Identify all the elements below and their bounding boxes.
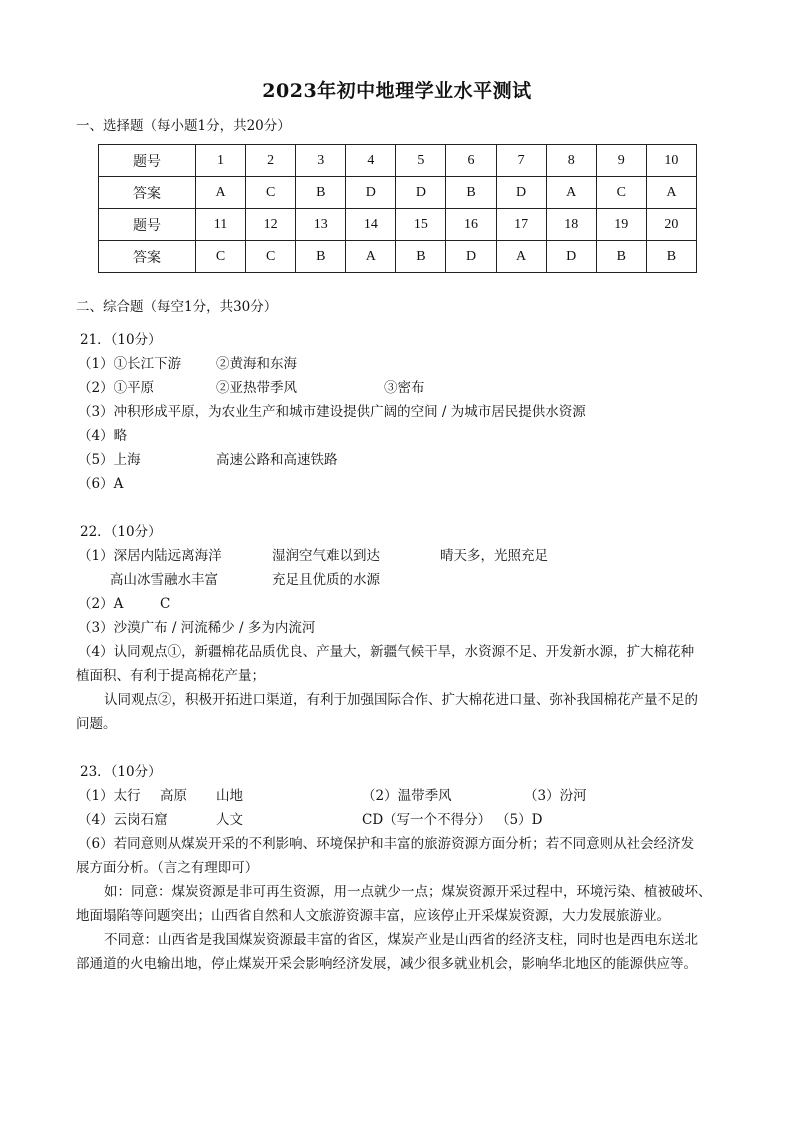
answer-table-cell: 17 [496,209,546,241]
q22-heading: 22．（10分） [80,524,162,540]
answer-table-cell: 16 [446,209,496,241]
q22-answer-3: （3）沙漠广布 / 河流稀少 / 多为内流河 [78,620,316,636]
answer-table-cell: 4 [346,145,396,177]
answer-table-cell: 5 [396,145,446,177]
answer-table-row-label: 答案 [99,241,196,273]
answer-table-cell: A [546,177,596,209]
q21-heading: 21．（10分） [80,332,162,348]
answer-table-cell: D [546,241,596,273]
q21-answer-5a: （5）上海 [78,452,141,468]
answer-table-cell: 14 [346,209,396,241]
answer-table-cell: 19 [596,209,646,241]
answer-table-cell: D [496,177,546,209]
answer-table-cell: B [646,241,696,273]
q23-answer-4b: 地面塌陷等问题突出；山西省自然和人文旅游资源丰富，应该停止开采煤炭资源，大力发展旅游业。 [76,908,670,924]
q22-answer-2b: C [160,596,171,612]
q23-answer-1a: （1）太行 [78,788,141,804]
q23-answer-1c: 山地 [216,788,243,804]
answer-table-cell: 3 [296,145,346,177]
q23-answer-2c: CD（写一个不得分） [362,812,492,828]
q21-answer-2c: ③密布 [384,380,425,396]
answer-table-cell: 10 [646,145,696,177]
answer-table-cell: 18 [546,209,596,241]
answer-table-cell: 2 [246,145,296,177]
q22-answer-4a: （4）认同观点①，新疆棉花品质优良、产量大，新疆气候干旱，水资源不足、开发新水源，扩大棉花种 [78,644,695,660]
answer-table-cell: 12 [246,209,296,241]
q22-answer-1c: 晴天多，光照充足 [440,548,548,564]
q21-answer-5b: 高速公路和高速铁路 [216,452,338,468]
answer-table-cell: B [396,241,446,273]
q23-heading: 23．（10分） [80,764,162,780]
answer-table-cell: B [296,177,346,209]
q22-answer-1d: 高山冰雪融水丰富 [110,572,218,588]
section-heading-choice: 一、选择题（每小题1分，共20分） [76,118,291,134]
answer-table-cell: 15 [396,209,446,241]
answer-table-cell: B [296,241,346,273]
q22-answer-1e: 充足且优质的水源 [272,572,380,588]
q23-answer-5a: 不同意：山西省是我国煤炭资源最丰富的省区，煤炭产业是山西省的经济支柱，同时也是西电东送北 [104,932,698,948]
answer-table-cell: A [646,177,696,209]
answer-table-row [99,209,697,241]
answer-table-cell: 11 [196,209,246,241]
q23-answer-2a: （4）云岗石窟 [78,812,168,828]
answer-table-cell: D [396,177,446,209]
q22-answer-1a: （1）深居内陆远离海洋 [78,548,222,564]
q21-answer-2b: ②亚热带季风 [216,380,297,396]
q23-answer-1b: 高原 [160,788,187,804]
q22-answer-1b: 湿润空气难以到达 [272,548,380,564]
answer-table-cell: A [496,241,546,273]
q21-answer-1b: ②黄海和东海 [216,356,297,372]
q23-answer-4a: 如：同意：煤炭资源是非可再生资源，用一点就少一点；煤炭资源开采过程中，环境污染、植被破坏、 [104,884,712,900]
q23-answer-1e: （3）汾河 [524,788,587,804]
answer-table-cell: C [246,241,296,273]
q23-answer-5b: 部通道的火电输出地，停止煤炭开采会影响经济发展，减少很多就业机会，影响华北地区的能源供应等。 [76,956,697,972]
answer-table-cell: B [446,177,496,209]
answer-table-cell: 6 [446,145,496,177]
q22-answer-2a: （2）A [78,596,124,612]
answer-table-row [99,145,697,177]
q21-answer-3: （3）冲积形成平原，为农业生产和城市建设提供广阔的空间 / 为城市居民提供水资源 [78,404,586,420]
q23-answer-3a: （6）若同意则从煤炭开采的不利影响、环境保护和丰富的旅游资源方面分析；若不同意则从社会经济发 [78,836,695,852]
answer-table-cell: C [196,241,246,273]
q22-answer-4c: 认同观点②，积极开拓进口渠道，有利于加强国际合作、扩大棉花进口量、弥补我国棉花产量不足的 [104,692,698,708]
answer-table-cell: C [246,177,296,209]
q23-answer-3b: 展方面分析。（言之有理即可） [76,860,259,876]
answer-table-row [99,241,697,273]
answer-table-cell: D [346,177,396,209]
answer-table-cell: 13 [296,209,346,241]
answer-table-cell: 9 [596,145,646,177]
answer-table-cell: B [596,241,646,273]
q23-answer-2d: （5）D [496,812,543,828]
answer-table-cell: A [346,241,396,273]
q22-answer-4b: 植面积、有利于提高棉花产量； [76,668,265,684]
answer-table-row-label: 题号 [99,209,196,241]
answer-table-cell: 8 [546,145,596,177]
page-title: 2023年初中地理学业水平测试 [262,80,532,102]
q23-answer-1d: （2）温带季风 [362,788,452,804]
answer-table-row [99,177,697,209]
answer-table-row-label: 答案 [99,177,196,209]
answer-table-cell: 1 [196,145,246,177]
q23-answer-2b: 人文 [216,812,243,828]
q21-answer-6: （6）A [78,476,124,492]
q22-answer-4d: 问题。 [76,716,117,732]
answer-table-cell: C [596,177,646,209]
q21-answer-4: （4）略 [78,428,128,444]
answer-table-cell: 20 [646,209,696,241]
answer-table [98,144,697,273]
answer-table-cell: 7 [496,145,546,177]
q21-answer-2a: （2）①平原 [78,380,155,396]
q21-answer-1a: （1）①长江下游 [78,356,182,372]
answer-table-cell: A [196,177,246,209]
section-heading-comprehensive: 二、综合题（每空1分，共30分） [76,299,278,315]
answer-table-cell: D [446,241,496,273]
answer-table-row-label: 题号 [99,145,196,177]
